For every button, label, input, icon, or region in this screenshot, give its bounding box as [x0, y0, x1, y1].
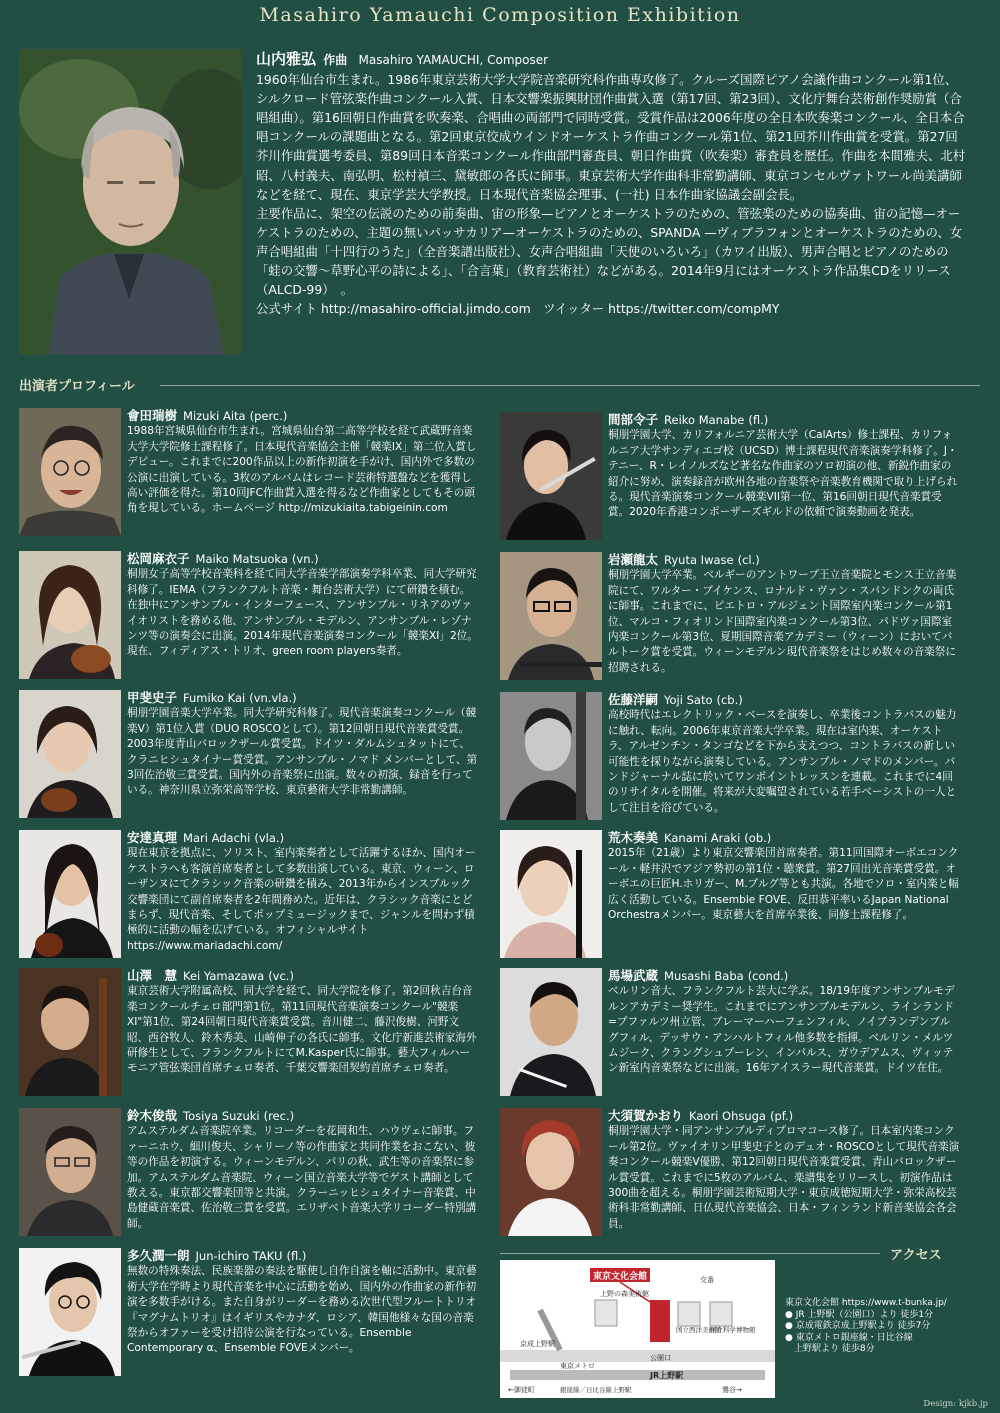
- performer-bio: 2015年（21歳）より東京交響楽団首席奏者。第11回国際オーボエコンクール・軽井沢でアジア勢初の第1位・聴衆賞。第27回出光音楽賞受賞。オーボエの巨匠H.ホリガー、M.ブルグ等とも共演。各地でソロ・室内楽と幅広く活動している。Ensemble FOVE、反田恭平率いるJapan National Orchestraメンバー。東京藝大を首席卒業後、同修士課程修了。: [608, 847, 959, 922]
- performer-bio: 1988年宮城県仙台市生まれ。宮城県仙台第二高等学校を経て武蔵野音楽大学大学院修士課程修了。日本現代音楽協会主催「競楽IX」第二位入賞しデビュー。これまでに200作品以上の新作初演を手がけ、国内外で多数の公演に出演している。3枚のアルバムはレコード芸術特選盤などを獲得し高い評価を得た。第10回JFC作曲賞入選を得るなど作曲家としてもその頭角を現している。ホームページ http://mizukiaita.tabigeinin.com: [127, 425, 477, 515]
- performer-photo: [500, 830, 602, 958]
- performer-name-en: Reiko Manabe: [664, 413, 745, 427]
- composer-name-jp: 山内雅弘: [256, 50, 317, 68]
- performer-bio: 無数の特殊奏法、民族楽器の奏法を駆使し自作自演を軸に活動中。東京藝術大学在学時より現代音楽を中心に活動を始め、国内外の作曲家の新作初演を多数手がける。また自身がリーダーを務める次世代型フルートトリオ『マグナムトリオ』はイギリスやカナダ、ロシア、韓国他様々な国の音楽祭からオファーを受け招待公演を行なっている。Ensemble Contemporary α、Ensemble FOVEメンバー。: [127, 1265, 477, 1355]
- map-label: 東京メトロ: [560, 1362, 595, 1370]
- performer-instrument: (pf.): [769, 1109, 794, 1123]
- performer-instrument: (vla.): [254, 831, 285, 845]
- performer-photo: [500, 552, 602, 680]
- performer-instrument: (cl.): [737, 553, 760, 567]
- venue-marker: [650, 1300, 670, 1342]
- map-venue-label: 東京文化会館: [592, 1272, 648, 1282]
- access-line: ● 東京メトロ銀座線・日比谷線: [785, 1332, 913, 1343]
- performer-photo: [19, 408, 121, 536]
- performer-name-jp: 間部令子: [608, 412, 659, 427]
- performer-name-jp: 安達真理: [127, 830, 178, 845]
- performer-name-jp: 馬場武蔵: [608, 968, 659, 983]
- performer-name-en: Yoji Sato: [664, 693, 713, 707]
- performer-name-jp: 松岡麻衣子: [127, 551, 190, 566]
- performer-instrument: (perc.): [249, 409, 288, 423]
- performer-bio: 桐朋学園音楽大学卒業。同大学研究科修了。現代音楽演奏コンクール（競楽V）第1位入賞（DUO ROSCOとして）。第12回朝日現代音楽賞受賞。2003年度青山バロックザール賞受賞。ドイツ・ダルムシュタットにて、クラニヒシュタイナー賞受賞。アンサンブル・ノマド メンバーとして、第3回佐治敬三賞受賞。国内外の音楽祭に出演。数々の初演、録音を行っている。神奈川県立弥栄高等学校、東京藝術大学非常勤講師。: [127, 707, 478, 797]
- performer-name-jp: 會田瑞樹: [127, 408, 178, 423]
- performer-instrument: (fl.): [748, 413, 769, 427]
- performer-name-jp: 岩瀬龍太: [608, 552, 659, 567]
- performer-photo: [500, 1108, 602, 1236]
- access-map: [500, 1260, 775, 1398]
- access-line: 上野駅より 徒歩8分: [785, 1344, 875, 1354]
- map-label: 京成上野駅: [520, 1340, 555, 1348]
- access-divider: [500, 1253, 880, 1254]
- performer-name-en: Musashi Baba: [664, 969, 744, 983]
- performer-name-jp: 鈴木俊哉: [127, 1108, 178, 1123]
- map-label: 銀座線／日比谷線上野駅: [560, 1386, 632, 1394]
- performer-name-jp: 多久潤一朗: [127, 1248, 190, 1263]
- access-heading: アクセス: [890, 1248, 942, 1263]
- performer-photo: [19, 1108, 121, 1236]
- performer-bio: アムステルダム音楽院卒業。リコーダーを花岡和生、ハウヴェに師事。ファーニホウ、細川俊夫、シャリーノ等の作曲家と共同作業をおこない、彼等の作品を初演する。ウィーンモデルン、パリの秋、武生等の音楽祭に参加。アムステルダム音楽院、ウィーン国立音楽大学等でゲスト講師として教える。東京都交響楽団等と共演。クラーニッヒシュタイナー音楽賞、中島健蔵音楽賞、佐治敬三賞を受賞。エリザベト音楽大学リコーダー特別講師。: [127, 1125, 477, 1230]
- performer-name-jp: 荒木奏美: [608, 830, 659, 845]
- performer-bio: 東京芸術大学附属高校、同大学を経て、同大学院を修了。第2回秋吉台音楽コンクールチェロ部門第1位。第11回現代音楽演奏コンクール"競楽XI"第1位、第24回朝日現代音楽賞受賞。音川健二、藤沢俊樹、河野文昭、西谷牧人、鈴木秀美、山崎伸子の各氏に師事。文化庁新進芸術家海外研修生として、フランクフルトにてM.Kasper氏に師事。藝大フィルハーモニア管弦楽団首席チェロ奏者、千葉交響楽団契約首席チェロ奏者。: [127, 985, 477, 1075]
- performer-bio: 高校時代はエレクトリック・ベースを演奏し、卒業後コントラバスの魅力に触れ、転向。2006年東京音楽大学卒業。現在は室内楽、オーケストラ、アルゼンチン・タンゴなどを下から支えつつ、コントラバスの新しい可能性を探りながら演奏している。アンサンブル・ノマドのメンバー。バンドジャーナル誌に於いてワンポイントレッスンを連載。これまでに4回のリサイタルを開催。将来が大変嘱望されている若手ベーシストの一人として注目を浴びている。: [608, 709, 957, 814]
- map-label: 交番: [700, 1276, 714, 1284]
- performer-name-en: Mari Adachi: [183, 831, 251, 845]
- access-info: [785, 1298, 970, 1356]
- performer-instrument: (ob.): [744, 831, 772, 845]
- composer-bio-paragraph: 1960年仙台市生まれ。1986年東京芸術大学大学院音楽研究科作曲専攻修了。クルーズ国際ピアノ会議作曲コンクール第1位、シルクロード管弦楽作曲コンクール入賞、日本交響楽振興財団作曲賞入選（第17回、第23回）、文化庁舞台芸術創作奨励賞（合唱組曲）。第16回朝日作曲賞を吹奏楽、合唱曲の両部門で同時受賞。受賞作品は2006年度の全日本吹奏楽コンクール、全日本合唱コンクールの課題曲となる。第2回東京佼成ウインドオーケストラ作曲コンクール第1位、第21回芥川作曲賞を受賞。第27回芥川作曲賞選考委員、第89回日本音楽コンクール作曲部門審査員、朝日作曲賞（吹奏楽）審査員を歴任。作曲を本間雅夫、北村昭、八村義夫、南弘明、松村禎三、黛敏郎の各氏に師事。東京芸術大学作曲科非常勤講師、東京コンセルヴァトワール尚美講師などを経て、現在、東京学芸大学教授。日本現代音楽協会理事、(一社) 日本作曲家協議会副会長。: [256, 72, 966, 202]
- performer-instrument: (cond.): [747, 969, 789, 983]
- performer-name-jp: 大須賀かおり: [608, 1108, 684, 1123]
- venue-url-line[interactable]: 東京文化会館 https://www.t-bunka.jp/: [785, 1298, 947, 1308]
- design-credit: Design: kjkb.jp: [923, 1399, 988, 1409]
- map-label: 上野の森美術館: [600, 1290, 649, 1298]
- performer-photo: [19, 1248, 121, 1376]
- performer-bio: 桐朋学園大学、カリフォルニア芸術大学（CalArts）修士課程、カリフォルニア大学サンディエゴ校（UCSD）博士課程現代音楽演奏学科修了。J・テニー、R・レイノルズなど著名な作曲家のソロ初演の他、新鋭作曲家の紹介に努め、演奏録音が欧州各地の音楽祭や音楽教育機関で取り上げられる。現代音楽演奏コンクール競楽VII第一位、第16回朝日現代音楽賞受賞。2020年香港コンポーザーズギルドの依頼で演奏動画を発表。: [608, 429, 958, 519]
- performer-bio: 桐朋女子高等学校音楽科を経て同大学音楽学部演奏学科卒業、同大学研究科修了。IEMA（フランクフルト音楽・舞台芸術大学）にて研鑽を積む。在独中にアンサンブル・インターフェース、アンサンブル・リネアのヴァイオリストを務める他、アンサンブル・モデルン、アンサンブル・レゾナンツ等の演奏会に出演。2014年現代音楽演奏コンクール「競楽XI」2位。現在、フィディアス・トリオ、green room players奏者。: [127, 568, 478, 658]
- performer-instrument: (vn.vla.): [249, 691, 297, 705]
- performer-photo: [500, 968, 602, 1096]
- performer-bio: 現在東京を拠点に、ソリスト、室内楽奏者として活躍するほか、国内オーケストラへも客演首席奏者として多数出演している。東京、ウィーン、ローザンヌにてクラシック音楽の研鑽を積み、2013年からインスブルック交響楽団にて副首席奏者を2年間務めた。近年は、クラシック音楽にとどまらず、現代音楽、そしてポップミュージックまで、ジャンルを問わず積極的に活動の幅を広げている。オフィシャルサイト https://www.mariadachi.com/: [127, 847, 476, 952]
- performer-name-jp: 甲斐史子: [127, 690, 178, 705]
- performer-name-en: Maiko Matsuoka: [195, 552, 288, 566]
- performer-instrument: (cb.): [716, 693, 743, 707]
- performer-instrument: (rec.): [263, 1109, 295, 1123]
- performer-name-en: Mizuki Aita: [183, 409, 246, 423]
- composer-works-paragraph: 主要作品に、架空の伝説のための前奏曲、宙の形象—ピアノとオーケストラのための、管弦楽のための協奏曲、宙の記憶—オーケストラのための、主題の無いパッサカリア—オーケストラのための、SPANDA —ヴィブラフォンとオーケストラのための、女声合唱組曲「十四行のうた」（全音楽譜出版社）、女声合唱組曲「天使のいろいろ」（カワイ出版）、男声合唱とピアノのための「蛙の交響〜草野心平の詩による」、「合言葉」（教育芸術社）などがある。2014年9月にはオーケストラ作品集CDをリリース（ALCD-99） 。: [256, 205, 963, 298]
- access-section: [500, 1238, 970, 1398]
- composer-name-en: Masahiro YAMAUCHI, Composer: [358, 53, 549, 67]
- map-label: 公園口: [650, 1354, 671, 1362]
- performer-name-en: Kanami Araki: [664, 831, 741, 845]
- performer-name-jp: 佐藤洋嗣: [608, 692, 659, 707]
- performer-name-en: Ryuta Iwase: [664, 553, 734, 567]
- performer-photo: [19, 830, 121, 958]
- performer-name-en: Fumiko Kai: [183, 691, 246, 705]
- map-label: ←御徒町: [508, 1386, 535, 1394]
- performer-bio: 桐朋学園大学卒業。ベルギーのアントワープ王立音楽院とモンス王立音楽院にて、ワルター・ブイケンス、ロナルド・ヴァン・スパンドンクの両氏に師事。これまでに、ピエトロ・アルジェント国際室内楽コンクール第1位、マルコ・フィオリンド国際室内楽コンクール第3位、パドヴァ国際室内楽コンクール第3位、夏期国際音楽アカデミー（ウィーン）においてバルトーク賞を受賞。ウィーンモデルン現代音楽祭をはじめ数々の音楽祭に招聘される。: [608, 569, 957, 674]
- performer-instrument: (vc.): [268, 969, 294, 983]
- map-label: 国立科学博物館: [710, 1326, 756, 1334]
- composer-photo: [19, 49, 241, 355]
- access-line: ● 京成電鉄京成上野駅より 徒歩7分: [785, 1321, 931, 1331]
- performer-photo: [500, 412, 602, 540]
- section-divider: [160, 385, 980, 386]
- performer-photo: [500, 692, 602, 820]
- performer-instrument: (vn.): [291, 552, 319, 566]
- map-label: 鶯谷→: [722, 1386, 742, 1394]
- performer-photo: [19, 690, 121, 818]
- access-line: ● JR 上野駅（公園口）より 徒歩1分: [785, 1309, 934, 1320]
- performer-instrument: (fl.): [286, 1249, 307, 1263]
- composer-links: 公式サイト http://masahiro-official.jimdo.com ツイッター https://twitter.com/compMY: [256, 301, 780, 317]
- performer-name-en: Kaori Ohsuga: [689, 1109, 766, 1123]
- performer-bio: ベルリン音大、フランクフルト芸大に学ぶ。18/19年度アンサンブルモデルンアカデミー奨学生。これまでにアンサンブルモデルン、ラインランド=プファルツ州立管、ブレーマーハーフェンフィル、ノイブランデンブルグフィル、デッサウ・アンハルトフィル他多数を指揮。ベルリン・メルツムジーク、クラングシュプーレン、インパルス、ガウデアムス、ヴィッテン新室内音楽祭などに出演。16年アイスラー現代音楽賞。ドイツ在住。: [608, 985, 955, 1075]
- composer-profile: [256, 50, 968, 318]
- performer-name-en: Tosiya Suzuki: [183, 1109, 260, 1123]
- composer-name: [256, 50, 968, 70]
- composer-role: 作曲: [323, 53, 348, 67]
- profiles-heading: 出演者プロフィール: [19, 379, 135, 394]
- performer-photo: [19, 968, 121, 1096]
- map-label: 国立西洋美術館: [676, 1326, 722, 1334]
- map-label: JR上野駅: [650, 1371, 684, 1380]
- performer-bio: 桐朋学園大学・同アンサンブルディプロマコース修了。日本室内楽コンクール第2位。ヴァイオリン甲斐史子とのデュオ・ROSCOとして現代音楽演奏コンクール競楽V優勝、第12回朝日現代音楽賞受賞、青山バロックザール賞受賞。これまでに5枚のアルバム、楽譜集をリリースし、初演作品は300曲を超える。桐朋学園芸術短期大学・東京成徳短期大学・弥栄高校芸術科非常勤講師、日仏現代音楽協会、日本・フィンランド新音楽協会各会員。: [608, 1125, 960, 1230]
- performer-name-en: Jun-ichiro TAKU: [195, 1249, 283, 1263]
- performer-name-jp: 山澤 慧: [127, 968, 178, 983]
- performer-name-en: Kei Yamazawa: [183, 969, 265, 983]
- exhibition-title: Masahiro Yamauchi Composition Exhibition: [259, 4, 741, 26]
- performer-photo: [19, 551, 121, 679]
